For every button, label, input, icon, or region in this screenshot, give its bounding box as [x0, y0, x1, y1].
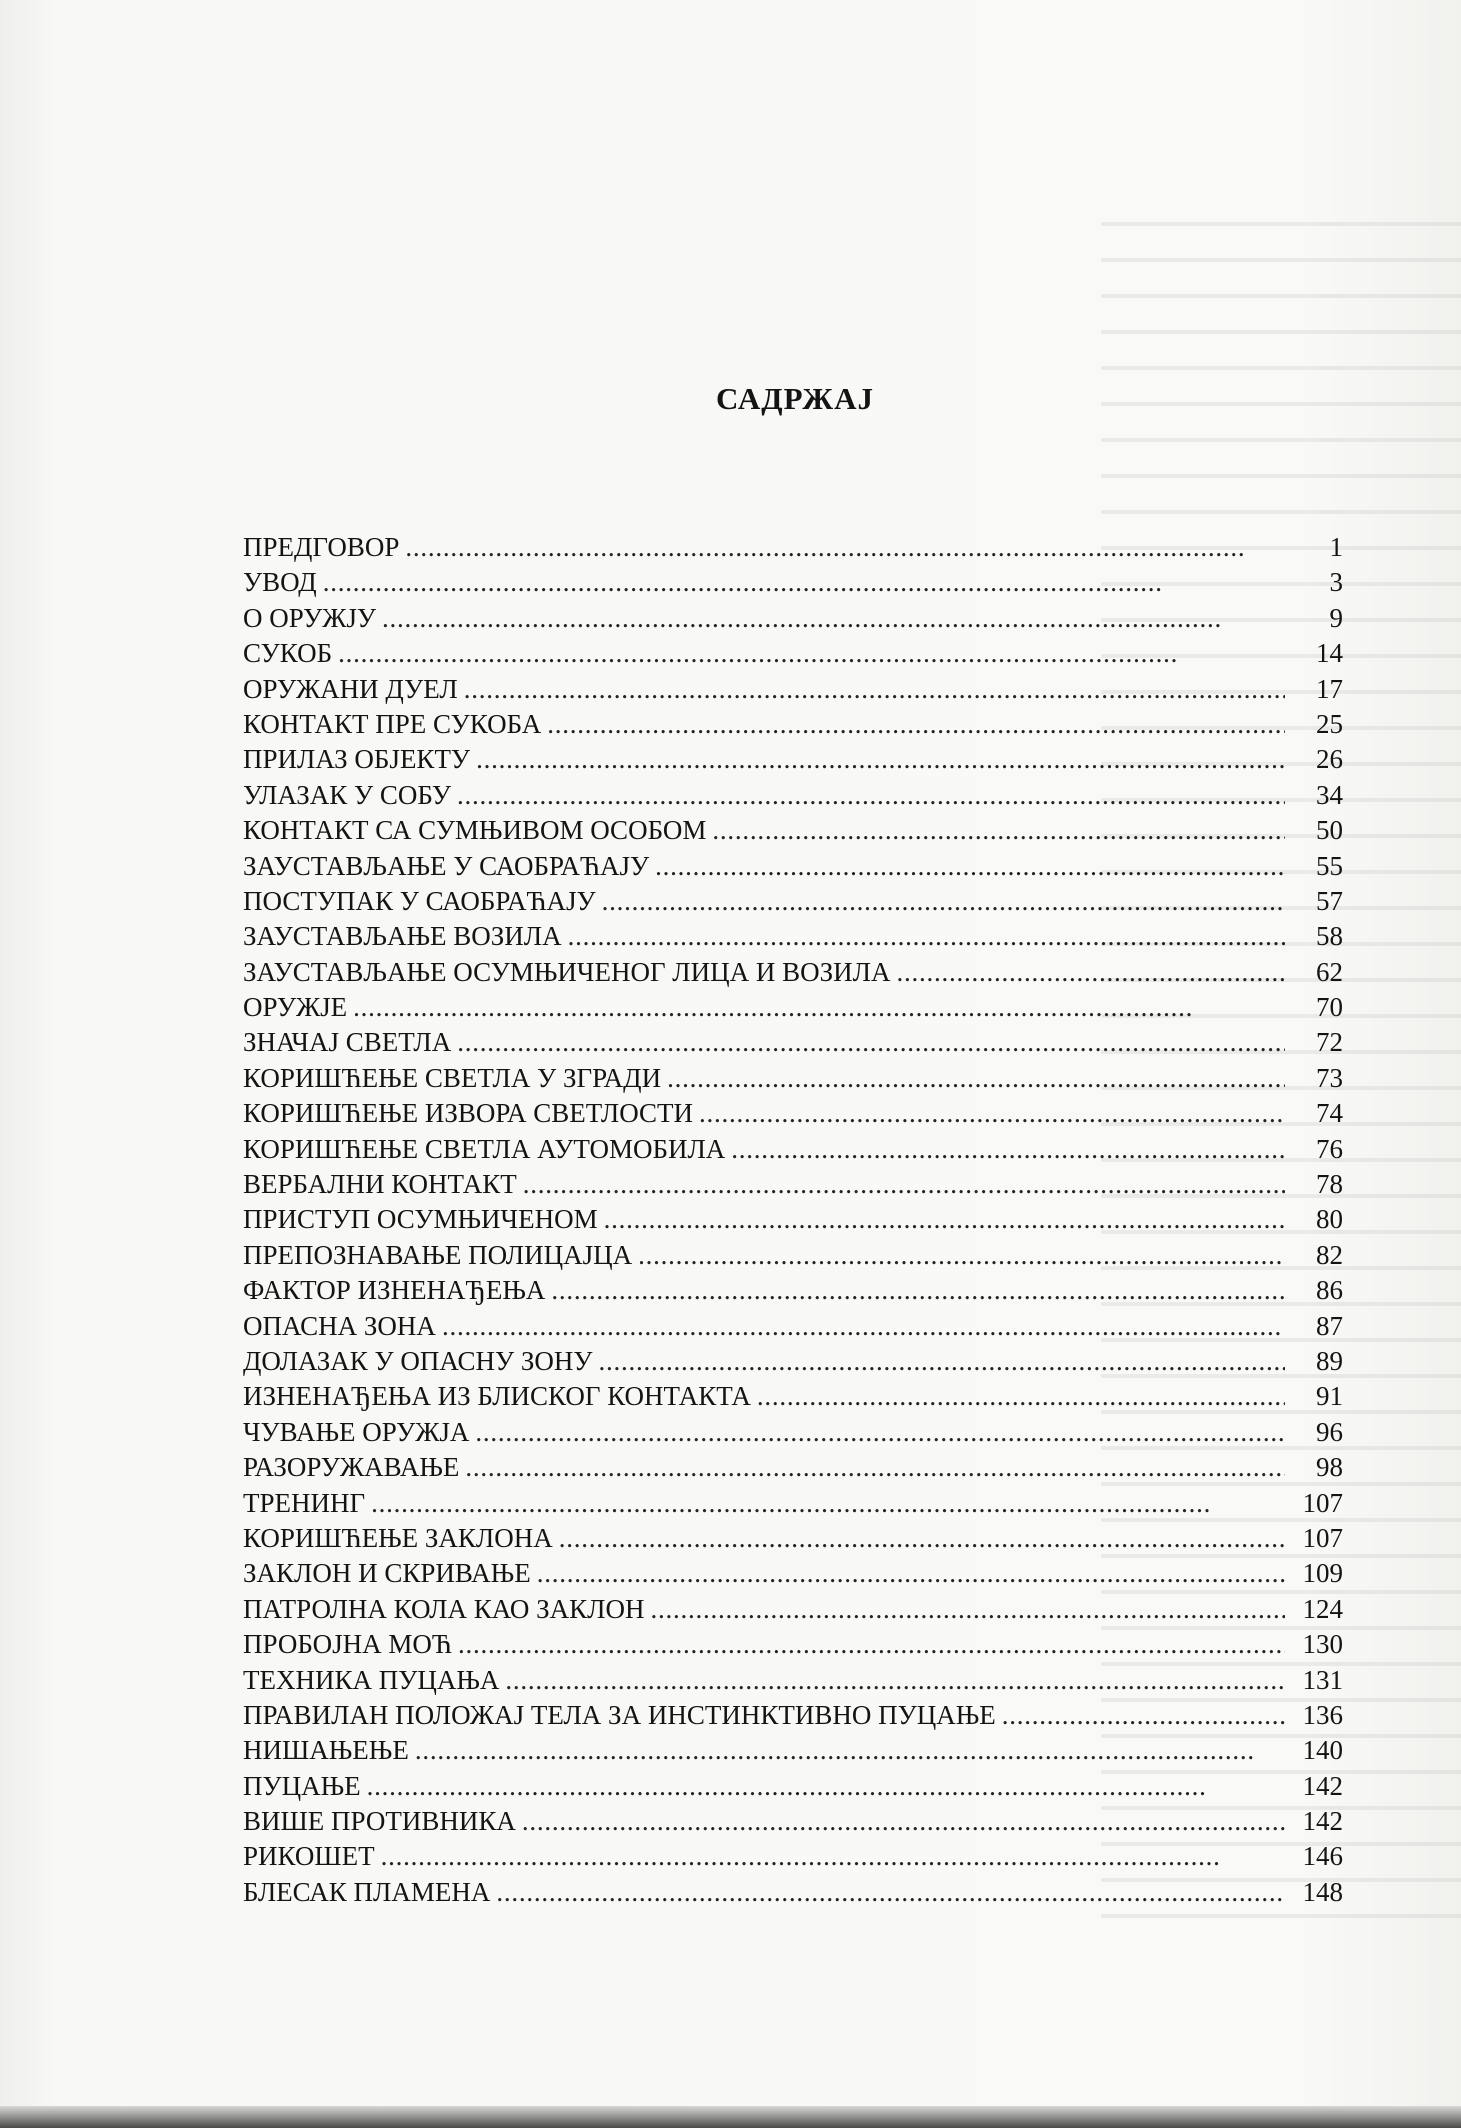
toc-entry-page-number: 9: [1329, 602, 1343, 633]
toc-entry-title: ЗАУСТАВЉАЊЕ ВОЗИЛА: [243, 921, 562, 952]
toc-entry: [243, 1698, 1343, 1733]
toc-entry: [243, 742, 1343, 777]
toc-entry-title: КОРИШЋЕЊЕ СВЕТЛА У ЗГРАДИ: [243, 1062, 662, 1093]
toc-entry-page-number: 62: [1316, 956, 1343, 987]
dot-leader: [475, 1415, 1285, 1450]
toc-entry-page-number: 25: [1316, 708, 1343, 739]
toc-entry-title: ПРЕПОЗНАВАЊЕ ПОЛИЦАЈЦА: [243, 1239, 633, 1270]
toc-entry-title: ФАКТОР ИЗНЕНАЂЕЊА: [243, 1275, 546, 1306]
toc-entry-page-number: 55: [1316, 850, 1343, 881]
toc-entry: [243, 1875, 1343, 1910]
toc-entry-title: ЧУВАЊЕ ОРУЖЈА: [243, 1416, 470, 1447]
toc-entry-page-number: 130: [1302, 1629, 1343, 1660]
toc-entry-title: ПРИЛАЗ ОБЈЕКТУ: [243, 744, 471, 775]
toc-entry-title: КОНТАКТ СА СУМЊИВОМ ОСОБОМ: [243, 815, 707, 846]
dot-leader: [559, 1521, 1285, 1556]
toc-entry-page-number: 91: [1316, 1381, 1343, 1412]
toc-entry: [243, 1556, 1343, 1591]
toc-entry-page-number: 74: [1316, 1098, 1343, 1129]
dot-leader: [381, 1839, 1285, 1874]
toc-entry-page-number: 107: [1302, 1487, 1343, 1518]
dot-leader: [1002, 1698, 1285, 1733]
toc-entry-page-number: 124: [1302, 1593, 1343, 1624]
toc-entry: [243, 813, 1343, 848]
dot-leader: [537, 1556, 1285, 1591]
page-title: САДРЖАЈ: [716, 381, 874, 416]
dot-leader: [415, 1733, 1285, 1768]
scan-bottom-edge: [0, 2106, 1461, 2128]
toc-entry: [243, 636, 1343, 671]
dot-leader: [367, 1769, 1285, 1804]
dot-leader: [731, 1132, 1285, 1167]
dot-leader: [464, 672, 1285, 707]
toc-entry-title: ОРУЖЈЕ: [243, 992, 348, 1023]
toc-entry-page-number: 76: [1316, 1133, 1343, 1164]
dot-leader: [457, 778, 1285, 813]
toc-entry: [243, 565, 1343, 600]
toc-entry: [243, 778, 1343, 813]
toc-entry-page-number: 34: [1316, 779, 1343, 810]
toc-entry-title: ПРАВИЛАН ПОЛОЖАЈ ТЕЛА ЗА ИНСТИНКТИВНО ПУЦАЊЕ: [243, 1699, 996, 1730]
dot-leader: [405, 530, 1285, 565]
toc-entry-title: ВЕРБАЛНИ КОНТАКТ: [243, 1169, 517, 1200]
toc-entry-title: ПУЦАЊЕ: [243, 1770, 361, 1801]
toc-entry: [243, 990, 1343, 1025]
toc-entry-title: КОРИШЋЕЊЕ ЗАКЛОНА: [243, 1522, 553, 1553]
toc-entry-title: КОНТАКТ ПРЕ СУКОБА: [243, 708, 542, 739]
toc-entry-page-number: 136: [1302, 1699, 1343, 1730]
toc-entry-title: ТЕХНИКА ПУЦАЊА: [243, 1664, 500, 1695]
toc-entry-page-number: 89: [1316, 1345, 1343, 1376]
toc-entry-page-number: 96: [1316, 1416, 1343, 1447]
toc-entry: [243, 1238, 1343, 1273]
toc-entry-title: УЛАЗАК У СОБУ: [243, 779, 452, 810]
table-of-contents: [243, 530, 1343, 1910]
toc-entry: [243, 1733, 1343, 1768]
toc-entry: [243, 1273, 1343, 1308]
toc-entry-title: ПРЕДГОВОР: [243, 532, 400, 562]
dot-leader: [457, 1025, 1285, 1060]
dot-leader: [712, 813, 1285, 848]
dot-leader: [458, 1627, 1285, 1662]
toc-entry-title: БЛЕСАК ПЛАМЕНА: [243, 1876, 491, 1907]
toc-entry: [243, 884, 1343, 919]
toc-entry-title: ДОЛАЗАК У ОПАСНУ ЗОНУ: [243, 1345, 593, 1376]
toc-entry: [243, 1202, 1343, 1237]
dot-leader: [699, 1096, 1285, 1131]
toc-entry: [243, 849, 1343, 884]
toc-entry: [243, 1061, 1343, 1096]
toc-entry-page-number: 107: [1302, 1522, 1343, 1553]
toc-entry-page-number: 57: [1316, 885, 1343, 916]
toc-entry-title: ИЗНЕНАЂЕЊА ИЗ БЛИСКОГ КОНТАКТА: [243, 1381, 751, 1412]
dot-leader: [604, 1202, 1285, 1237]
dot-leader: [599, 1344, 1285, 1379]
dot-leader: [338, 636, 1285, 671]
toc-entry: [243, 1663, 1343, 1698]
toc-entry-page-number: 78: [1316, 1169, 1343, 1200]
dot-leader: [476, 742, 1285, 777]
toc-entry-title: РАЗОРУЖАВАЊЕ: [243, 1452, 460, 1483]
dot-leader: [505, 1663, 1285, 1698]
toc-entry: [243, 1804, 1343, 1839]
toc-entry: [243, 1486, 1343, 1521]
toc-entry: [243, 1167, 1343, 1202]
dot-leader: [896, 955, 1285, 990]
toc-entry-title: ЗАУСТАВЉАЊЕ У САОБРАЋАЈУ: [243, 850, 650, 881]
dot-leader: [568, 919, 1285, 954]
toc-entry-title: КОРИШЋЕЊЕ СВЕТЛА АУТОМОБИЛА: [243, 1133, 726, 1164]
toc-entry: [243, 1521, 1343, 1556]
toc-entry-page-number: 1: [1329, 532, 1343, 562]
toc-entry: [243, 707, 1343, 742]
toc-entry: [243, 672, 1343, 707]
toc-entry-page-number: 80: [1316, 1204, 1343, 1235]
toc-entry-title: ОРУЖАНИ ДУЕЛ: [243, 673, 458, 704]
toc-entry: [243, 530, 1343, 565]
dot-leader: [551, 1273, 1285, 1308]
toc-entry-page-number: 58: [1316, 921, 1343, 952]
dot-leader: [655, 849, 1285, 884]
dot-leader: [442, 1309, 1285, 1344]
toc-entry-page-number: 142: [1302, 1806, 1343, 1837]
dot-leader: [496, 1875, 1285, 1910]
toc-entry-page-number: 72: [1316, 1027, 1343, 1058]
toc-entry: [243, 919, 1343, 954]
toc-entry: [243, 1025, 1343, 1060]
toc-entry-title: ПОСТУПАК У САОБРАЋАЈУ: [243, 885, 596, 916]
toc-entry-title: НИШАЊЕЊЕ: [243, 1735, 409, 1766]
toc-entry-page-number: 26: [1316, 744, 1343, 775]
toc-entry-title: ВИШЕ ПРОТИВНИКА: [243, 1806, 516, 1837]
toc-entry: [243, 1450, 1343, 1485]
toc-entry-title: ОПАСНА ЗОНА: [243, 1310, 436, 1341]
toc-entry-title: ПАТРОЛНА КОЛА КАО ЗАКЛОН: [243, 1593, 645, 1624]
dot-leader: [323, 565, 1285, 600]
dot-leader: [638, 1238, 1285, 1273]
toc-entry-page-number: 3: [1329, 567, 1343, 598]
toc-entry-title: ПРОБОЈНА МОЋ: [243, 1629, 452, 1660]
toc-entry-page-number: 70: [1316, 992, 1343, 1023]
toc-entry-page-number: 131: [1302, 1664, 1343, 1695]
toc-entry-title: ЗАУСТАВЉАЊЕ ОСУМЊИЧЕНОГ ЛИЦА И ВОЗИЛА: [243, 956, 891, 987]
toc-entry-title: О ОРУЖЈУ: [243, 602, 377, 633]
toc-entry-page-number: 73: [1316, 1062, 1343, 1093]
toc-entry-title: СУКОБ: [243, 638, 333, 669]
toc-entry-title: ЗНАЧАЈ СВЕТЛА: [243, 1027, 452, 1058]
toc-entry-page-number: 146: [1302, 1841, 1343, 1872]
dot-leader: [650, 1592, 1285, 1627]
toc-entry-title: ПРИСТУП ОСУМЊИЧЕНОМ: [243, 1204, 598, 1235]
dot-leader: [371, 1486, 1285, 1521]
dot-leader: [602, 884, 1285, 919]
dot-leader: [547, 707, 1285, 742]
toc-entry: [243, 1769, 1343, 1804]
dot-leader: [667, 1061, 1285, 1096]
toc-entry: [243, 1627, 1343, 1662]
dot-leader: [757, 1379, 1285, 1414]
toc-entry-title: ЗАКЛОН И СКРИВАЊЕ: [243, 1558, 531, 1589]
toc-entry-page-number: 82: [1316, 1239, 1343, 1270]
dot-leader: [523, 1167, 1285, 1202]
toc-entry: [243, 1415, 1343, 1450]
toc-entry-page-number: 142: [1302, 1770, 1343, 1801]
toc-entry: [243, 1132, 1343, 1167]
dot-leader: [382, 601, 1285, 636]
toc-entry: [243, 1592, 1343, 1627]
toc-entry-title: РИКОШЕТ: [243, 1841, 375, 1872]
toc-entry-title: ТРЕНИНГ: [243, 1487, 366, 1518]
toc-entry-page-number: 140: [1302, 1735, 1343, 1766]
toc-entry: [243, 1379, 1343, 1414]
toc-entry-page-number: 148: [1302, 1876, 1343, 1907]
toc-entry: [243, 1309, 1343, 1344]
toc-entry-page-number: 14: [1316, 638, 1343, 669]
toc-entry: [243, 955, 1343, 990]
dot-leader: [522, 1804, 1285, 1839]
toc-entry-page-number: 50: [1316, 815, 1343, 846]
toc-entry-title: КОРИШЋЕЊЕ ИЗВОРА СВЕТЛОСТИ: [243, 1098, 694, 1129]
toc-entry-title: УВОД: [243, 567, 317, 598]
dot-leader: [353, 990, 1285, 1025]
toc-entry-page-number: 109: [1302, 1558, 1343, 1589]
toc-entry-page-number: 17: [1316, 673, 1343, 704]
toc-entry-page-number: 87: [1316, 1310, 1343, 1341]
toc-entry: [243, 1839, 1343, 1874]
dot-leader: [465, 1450, 1285, 1485]
toc-entry-page-number: 86: [1316, 1275, 1343, 1306]
toc-entry: [243, 1096, 1343, 1131]
toc-entry: [243, 601, 1343, 636]
toc-entry-page-number: 98: [1316, 1452, 1343, 1483]
toc-entry: [243, 1344, 1343, 1379]
